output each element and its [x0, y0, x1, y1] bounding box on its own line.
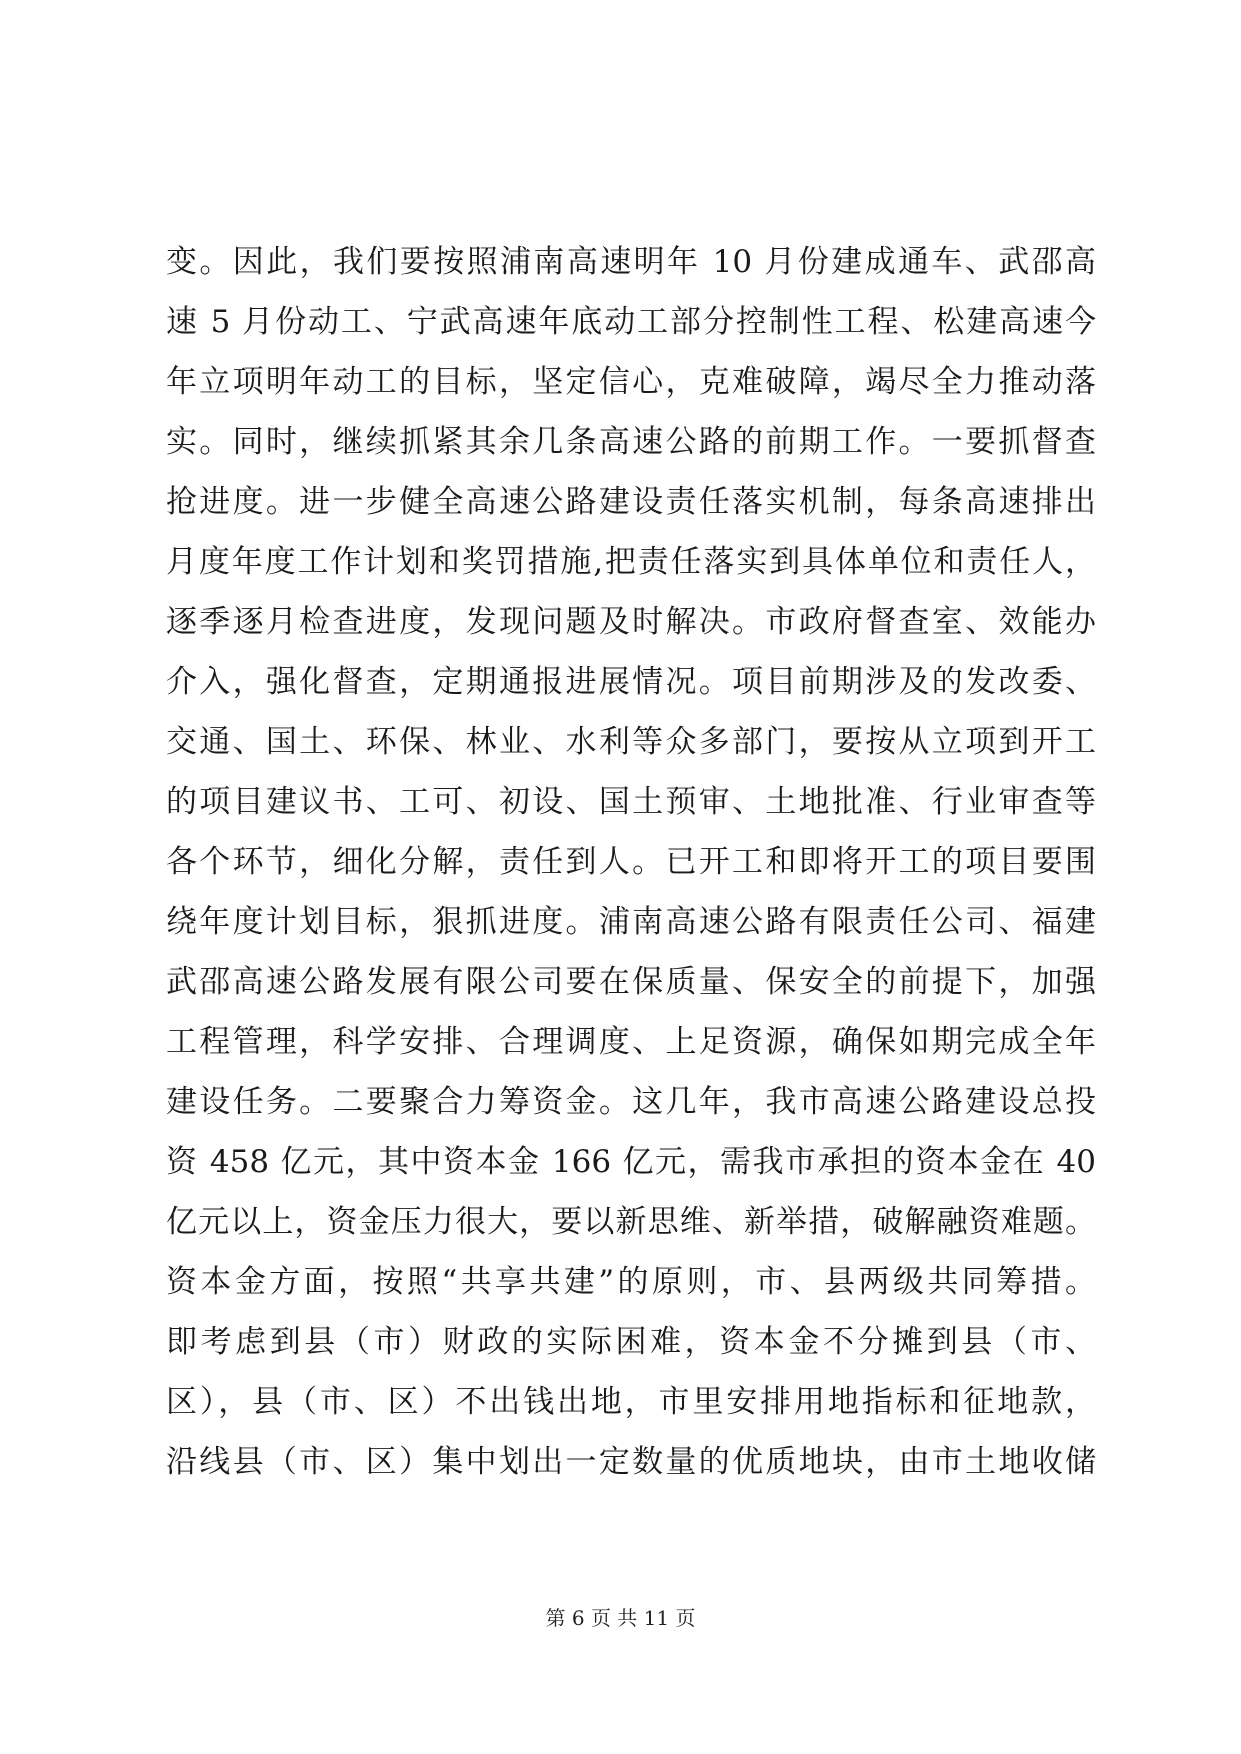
text-line-4: 实。同时，继续抓紧其余几条高速公路的前期工作。一要抓督查 — [166, 424, 1096, 460]
text-line-1: 变。因此，我们要按照浦南高速明年 10 月份建成通车、武邵高 — [166, 244, 1096, 280]
page-footer: 第 6 页 共 11 页 — [545, 1606, 696, 1630]
text-line-19: 即考虑到县（市）财政的实际困难，资本金不分摊到县（市、 — [166, 1324, 1096, 1360]
text-line-5: 抢进度。进一步健全高速公路建设责任落实机制，每条高速排出 — [166, 484, 1096, 520]
body-text — [166, 232, 1096, 1492]
text-line-17: 亿元以上，资金压力很大，要以新思维、新举措，破解融资难题。 — [166, 1204, 1096, 1240]
text-line-20: 区），县（市、区）不出钱出地，市里安排用地指标和征地款， — [166, 1384, 1096, 1420]
text-line-13: 武邵高速公路发展有限公司要在保质量、保安全的前提下，加强 — [166, 964, 1096, 1000]
text-line-21: 沿线县（市、区）集中划出一定数量的优质地块，由市土地收储 — [166, 1444, 1096, 1480]
text-line-18: 资本金方面，按照“共享共建”的原则，市、县两级共同筹措。 — [166, 1264, 1096, 1300]
text-line-15: 建设任务。二要聚合力筹资金。这几年，我市高速公路建设总投 — [166, 1084, 1096, 1120]
text-line-9: 交通、国土、环保、林业、水利等众多部门，要按从立项到开工 — [166, 724, 1096, 760]
text-line-11: 各个环节，细化分解，责任到人。已开工和即将开工的项目要围 — [166, 844, 1096, 880]
text-line-14: 工程管理，科学安排、合理调度、上足资源，确保如期完成全年 — [166, 1024, 1096, 1060]
text-line-16: 资 458 亿元，其中资本金 166 亿元，需我市承担的资本金在 40 — [166, 1144, 1096, 1180]
text-line-2: 速 5 月份动工、宁武高速年底动工部分控制性工程、松建高速今 — [166, 304, 1096, 340]
text-line-10: 的项目建议书、工可、初设、国土预审、土地批准、行业审查等 — [166, 784, 1096, 820]
text-line-3: 年立项明年动工的目标，坚定信心，克难破障，竭尽全力推动落 — [166, 364, 1096, 400]
text-line-6: 月度年度工作计划和奖罚措施,把责任落实到具体单位和责任人， — [166, 544, 1096, 580]
text-line-8: 介入，强化督查，定期通报进展情况。项目前期涉及的发改委、 — [166, 664, 1096, 700]
text-line-12: 绕年度计划目标，狠抓进度。浦南高速公路有限责任公司、福建 — [166, 904, 1096, 940]
text-line-7: 逐季逐月检查进度，发现问题及时解决。市政府督查室、效能办 — [166, 604, 1096, 640]
